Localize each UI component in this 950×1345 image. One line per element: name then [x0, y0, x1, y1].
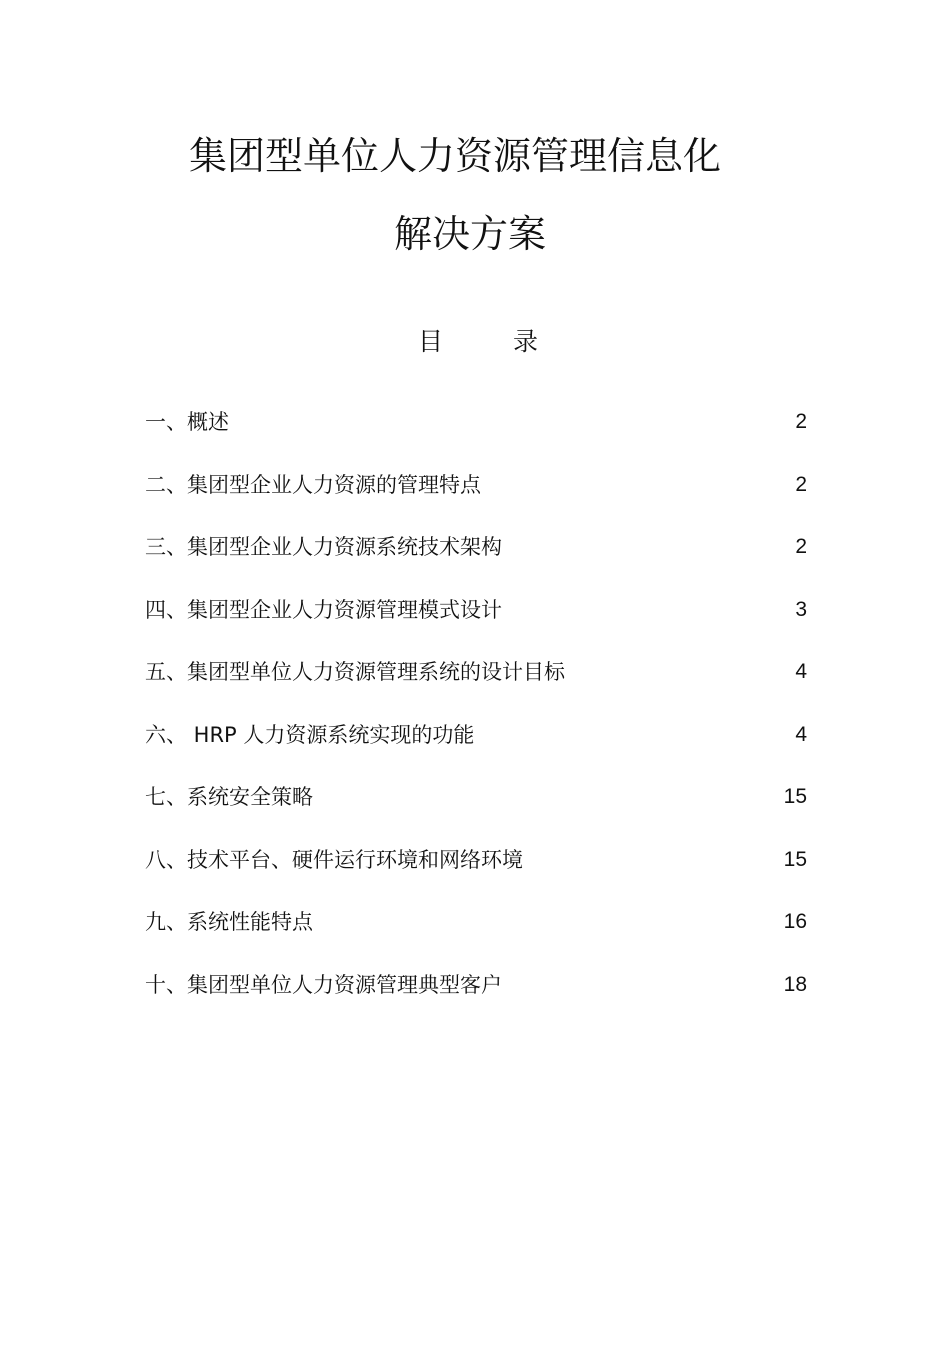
toc-page-number: 2 [795, 472, 807, 496]
toc-entry-label: 二、集团型企业人力资源的管理特点 [145, 472, 481, 497]
toc-page-number: 4 [795, 722, 807, 746]
toc-entry[interactable] [145, 718, 807, 781]
toc-entry-label: 一、概述 [145, 410, 229, 434]
toc-leader [583, 968, 807, 1002]
toc-page-number: 3 [795, 597, 807, 621]
toc-leader [560, 468, 807, 502]
toc-entry-label: 四、集团型企业人力资源管理模式设计 [145, 597, 502, 622]
toc-entry[interactable] [145, 405, 807, 468]
toc-page-number: 4 [795, 660, 807, 683]
toc-page-number: 15 [783, 847, 807, 871]
toc-entry-label: 九、系统性能特点 [145, 910, 313, 934]
toc-entry[interactable] [145, 905, 807, 968]
toc-page-number: 16 [783, 910, 807, 933]
toc-entry[interactable] [145, 530, 807, 593]
table-of-contents [145, 405, 807, 1030]
toc-entry-label: 五、集团型单位人力资源管理系统的设计目标 [145, 660, 565, 684]
toc-entry-label: 七、系统安全策略 [145, 785, 313, 809]
toc-entry-label: 六、 HRP 人力资源系统实现的功能 [145, 722, 475, 747]
toc-leader [657, 655, 807, 689]
document-title-line-2: 解决方案 [393, 212, 546, 256]
document-title-line-1: 集团型单位人力资源管理信息化 [188, 134, 721, 178]
toc-leader [354, 905, 807, 939]
toc-page-number: 18 [783, 972, 807, 996]
toc-leader [245, 405, 807, 439]
toc-page-number: 2 [795, 410, 807, 433]
toc-leader [583, 530, 807, 564]
toc-entry[interactable] [145, 780, 807, 843]
toc-leader [538, 718, 807, 752]
toc-entry-label: 十、集团型单位人力资源管理典型客户 [145, 972, 502, 997]
toc-heading [418, 325, 538, 359]
toc-entry[interactable] [145, 593, 807, 656]
toc-heading-right: 录 [512, 327, 538, 356]
toc-entry[interactable] [145, 843, 807, 906]
toc-heading-left: 目 [418, 327, 444, 356]
toc-page-number: 2 [795, 535, 807, 558]
toc-entry[interactable] [145, 655, 807, 718]
toc-leader [610, 843, 807, 877]
toc-entry-label: 三、集团型企业人力资源系统技术架构 [145, 535, 502, 559]
toc-page-number: 15 [783, 785, 807, 808]
toc-leader [354, 780, 807, 814]
toc-entry[interactable] [145, 468, 807, 531]
toc-leader [583, 593, 807, 627]
toc-entry[interactable] [145, 968, 807, 1031]
toc-entry-label: 八、技术平台、硬件运行环境和网络环境 [145, 847, 523, 872]
